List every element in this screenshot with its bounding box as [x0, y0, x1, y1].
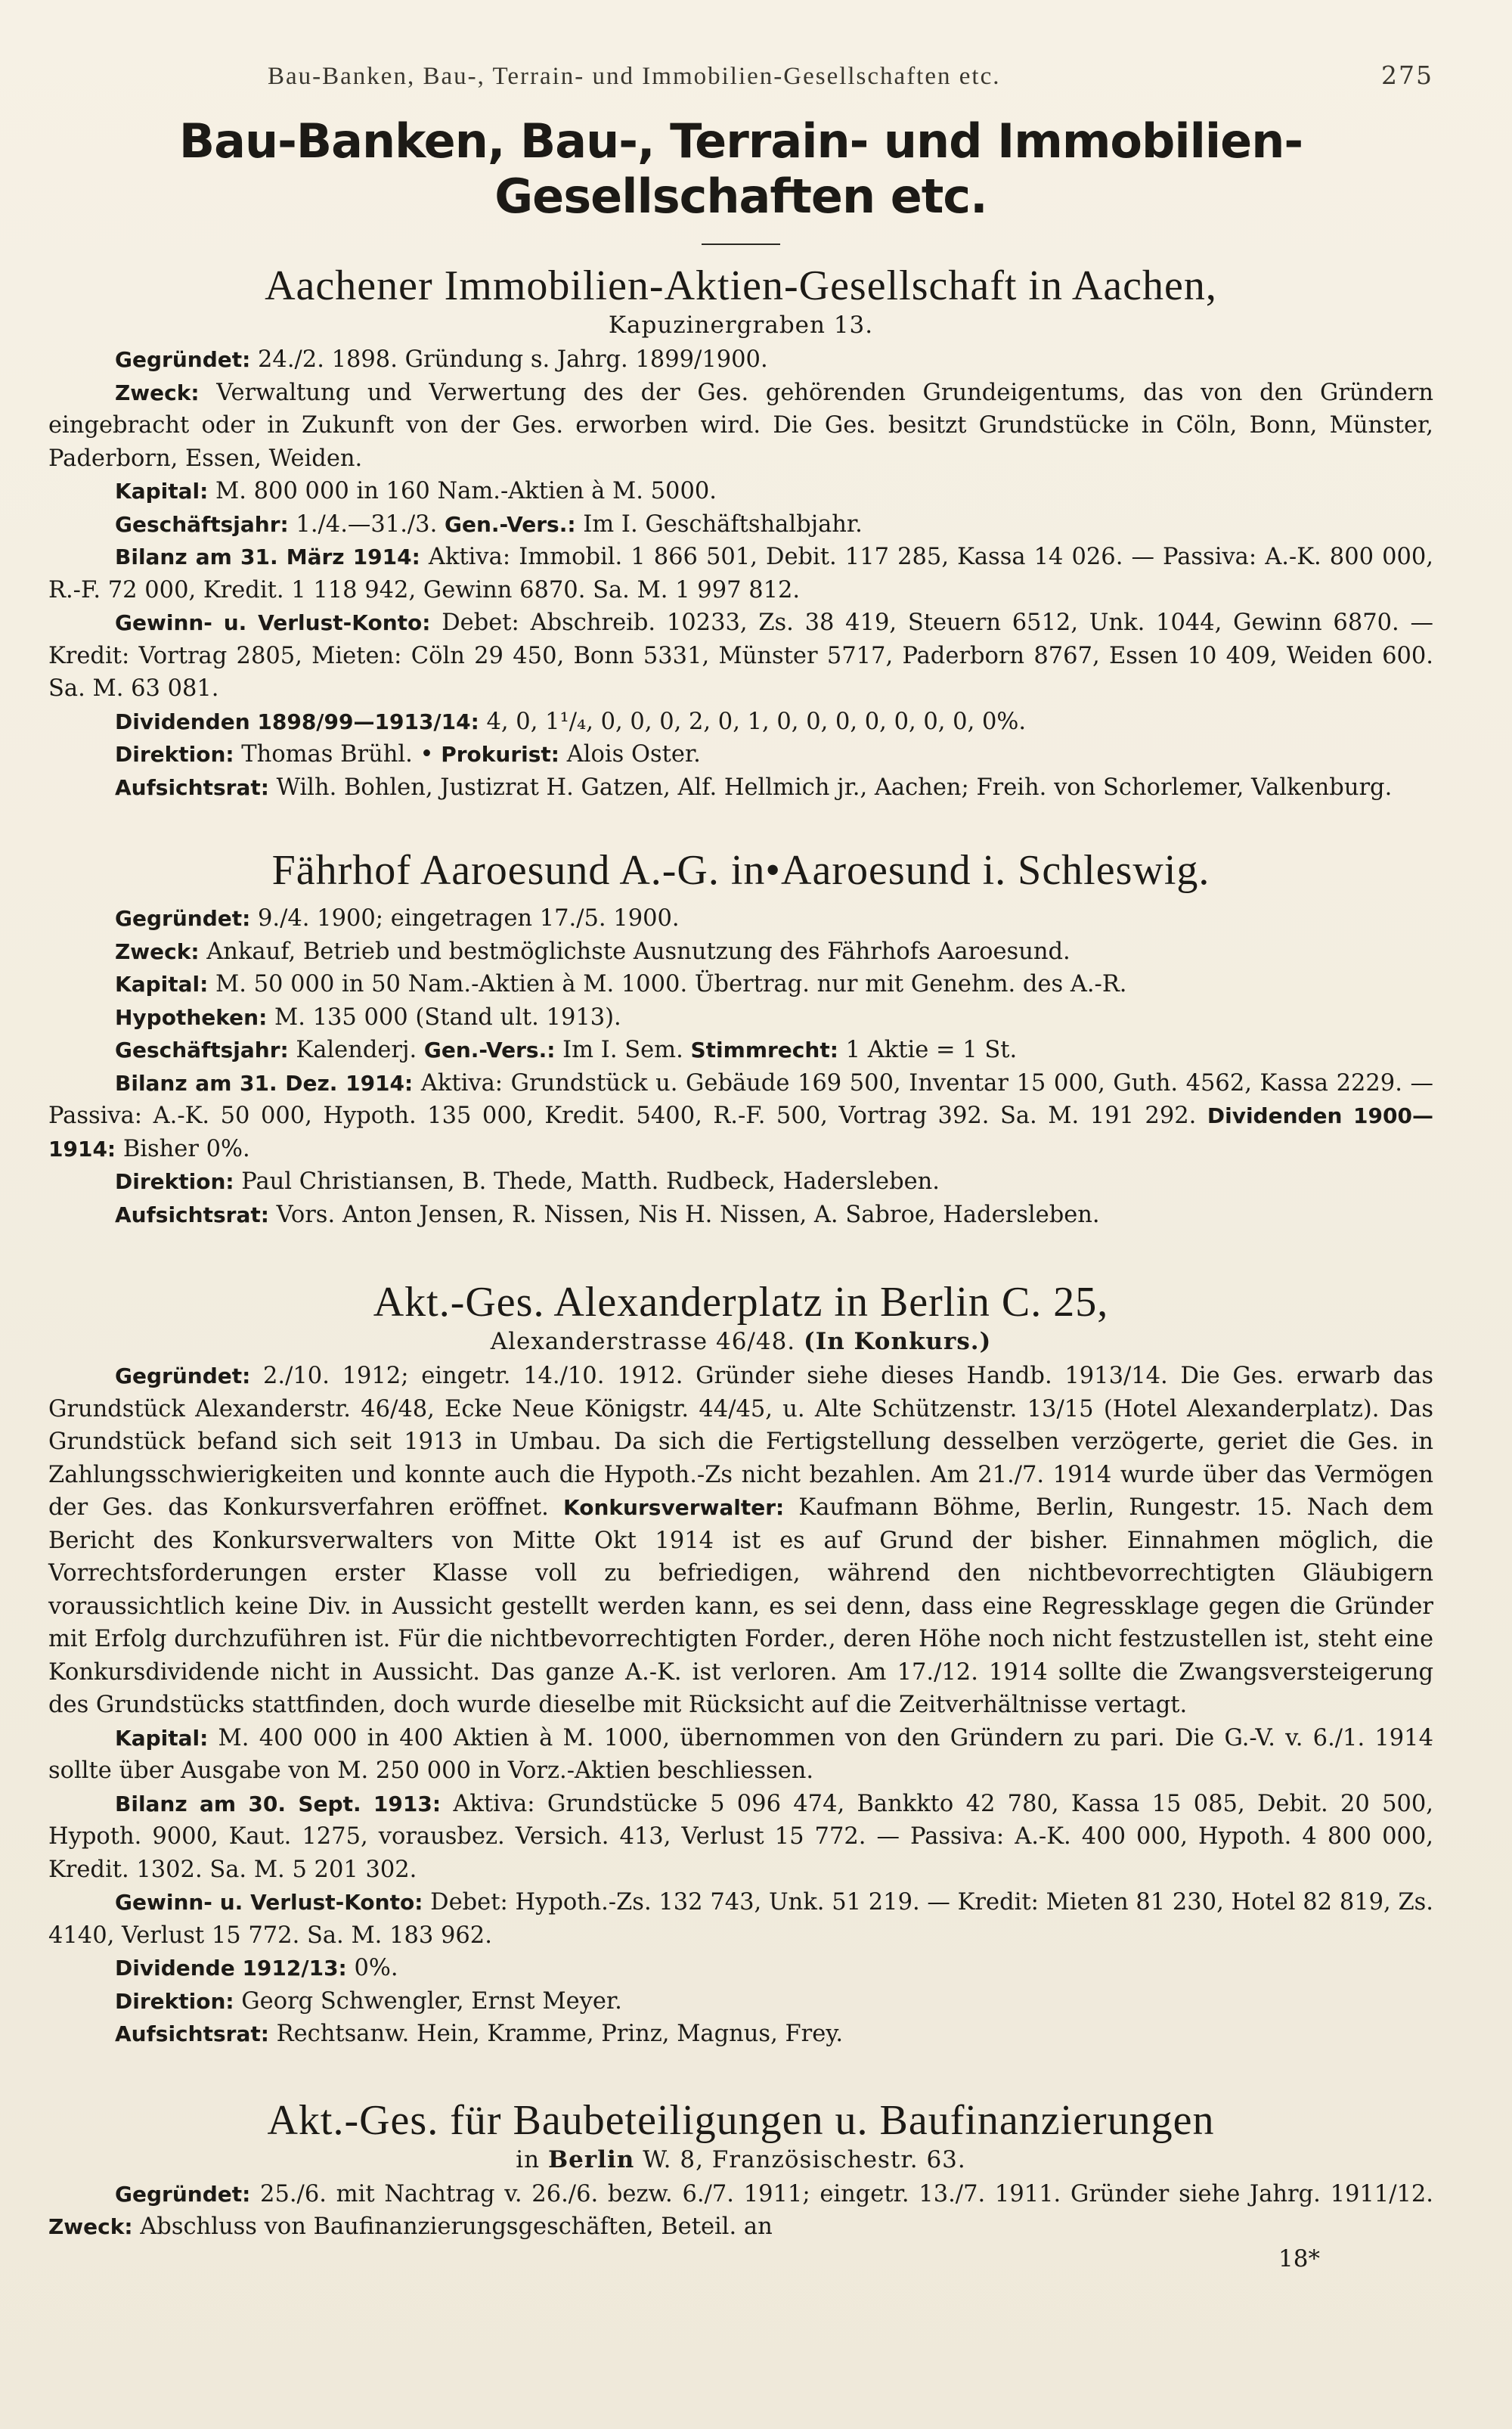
field-label: Dividenden 1900—1914:: [48, 1103, 1433, 1162]
company-entry: [48, 2096, 1433, 2272]
field-text: 2./10. 1912; eingetr. 14./10. 1912. Gründer siehe dieses Handb. 1913/14. Die Ges. erwarb das Grundstück Alexanderstr. 46/48, Ecke Neue Königstr. 44/45, u. Alte Schützenstr. 13/15 (Hotel Alexanderplatz). Das Grundstück befand sich seit 1913 in Umbau. Da sich die Fertigstellung desselben verzögerte, geriet die Ges. in Zahlungsschwierigkeiten und konnte auch die Hypoth.-Zs nicht bezahlen. Am 21./7. 1914 wurde über das Vermögen der Ges. das Konkursverfahren eröffnet.: [48, 1363, 1433, 1521]
field-text: M. 400 000 in 400 Aktien à M. 1000, übernommen von den Gründern zu pari. Die G.-V. v. 6./1. 1914 sollte über Ausgabe von M. 250 000 in Vorz.-Aktien beschliessen.: [48, 1724, 1433, 1784]
company-name: Aachener Immobilien-Aktien-Gesellschaft in Aachen,: [265, 262, 1217, 309]
field-text: Kalenderj.: [288, 1037, 424, 1063]
field-text: Abschluss von Baufinanzierungsgeschäften, Beteil. an: [132, 2213, 773, 2240]
field-text: Aktiva: Immobil. 1 866 501, Debit. 117 285, Kassa 14 026. — Passiva: A.-K. 800 000, R.-F. 72 000, Kredit. 1 118 942, Gewinn 6870. Sa. M. 1 997 812.: [48, 544, 1433, 603]
title-divider: [702, 244, 780, 245]
field-text: 1./4.—31./3.: [288, 510, 445, 538]
field-text: Georg Schwengler, Ernst Meyer.: [234, 1987, 622, 2015]
field-label: Bilanz am 30. Sept. 1913:: [115, 1791, 442, 1816]
field-text: Im I. Sem.: [555, 1037, 691, 1063]
running-title: Bau-Banken, Bau-, Terrain- und Immobilien-Gesellschaften etc.: [268, 63, 1001, 90]
section-title: Bau-Banken, Bau-, Terrain- und Immobilien-Gesellschaften etc.: [178, 113, 1303, 224]
field-text: M. 800 000 in 160 Nam.-Aktien à M. 5000.: [208, 478, 717, 504]
field-label: Direktion:: [115, 1988, 234, 2014]
field-label: Gegründet:: [115, 1363, 251, 1388]
company-entry: [48, 1278, 1433, 2051]
field-text: Rechtsanw. Hein, Kramme, Prinz, Magnus, Frey.: [268, 2021, 844, 2047]
field-text: 25./6. mit Nachtrag v. 26./6. bezw. 6./7. 1911; eingetr. 13./7. 1911. Gründer siehe Jahrg. 1911/12.: [250, 2180, 1433, 2207]
field-text: Aktiva: Grundstücke 5 096 474, Bankkto 42 780, Kassa 15 085, Debit. 20 500, Hypoth. 9000, Kaut. 1275, vorausbez. Versich. 413, Verlust 15 772. — Passiva: A.-K. 400 000, Hypoth. 4 800 000, Kredit. 1302. Sa. M. 5 201 302.: [48, 1790, 1433, 1883]
address-prefix: in: [516, 2145, 548, 2173]
field-label: Gegründet:: [115, 347, 251, 372]
field-text: Paul Christiansen, B. Thede, Matth. Rudbeck, Hadersleben.: [234, 1168, 940, 1195]
field-label: Aufsichtsrat:: [115, 1202, 269, 1227]
field-text: M. 135 000 (Stand ult. 1913).: [267, 1004, 621, 1031]
field-label: Zweck:: [115, 938, 200, 964]
field-text: 24./2. 1898. Gründung s. Jahrg. 1899/1900.: [250, 346, 768, 373]
address-city: Berlin: [547, 2145, 635, 2173]
field-text: M. 50 000 in 50 Nam.-Aktien à M. 1000. Übertrag. nur mit Genehm. des A.-R.: [208, 971, 1127, 997]
company-address: [48, 1328, 1433, 1355]
field-label: Dividende 1912/13:: [115, 1956, 347, 1981]
company-address-text: Alexanderstrasse 46/48.: [490, 1328, 796, 1355]
field-label: Kapital:: [115, 972, 209, 997]
field-label: Konkursverwalter:: [563, 1495, 785, 1520]
running-header: [48, 60, 1433, 91]
company-status-note: (In Konkurs.): [804, 1328, 992, 1355]
field-text: Bisher 0%.: [116, 1135, 250, 1162]
field-text: Kaufmann Böhme, Berlin, Rungestr. 15. Nach dem Bericht des Konkursverwalters von Mitte Okt 1914 ist es auf Grund der bisher. Einnahmen möglich, die Vorrechtsforderungen erster Klasse voll zu befriedigen, während den nichtbevorrechtigten Gläubigern voraussichtlich keine Div. in Aussicht gestellt werden kann, es sei denn, dass eine Regressklage gegen die Gründer mit Erfolg durchzuführen ist. Für die nichtbevorrechtigten Forder., deren Höhe noch nicht festzustellen ist, steht eine Konkursdividende nicht in Aussicht. Das ganze A.-K. ist verloren. Am 17./12. 1914 sollte die Zwangsversteigerung des Grundstücks stattfinden, doch wurde dieselbe mit Rücksicht auf die Zeitverhältnisse vertagt.: [48, 1494, 1434, 1718]
field-text: Debet: Hypoth.-Zs. 132 743, Unk. 51 219. — Kredit: Mieten 81 230, Hotel 82 819, Zs. 4140, Verlust 15 772. Sa. M. 183 962.: [48, 1889, 1433, 1949]
field-label: Gegründet:: [115, 906, 251, 931]
field-label: Direktion:: [115, 742, 234, 767]
field-text: Verwaltung und Verwertung des der Ges. gehörenden Grundeigentums, das von den Gründern eingebracht oder in Zukunft von der Ges. erworben wird. Die Ges. besitzt Grundstücke in Cöln, Bonn, Münster, Paderborn, Essen, Weiden.: [48, 379, 1433, 472]
field-text: Ankauf, Betrieb und bestmöglichste Ausnutzung des Fährhofs Aaroesund.: [199, 938, 1070, 965]
field-text: Debet: Abschreib. 10233, Zs. 38 419, Steuern 6512, Unk. 1044, Gewinn 6870. — Kredit: Vortrag 2805, Mieten: Cöln 29 450, Bonn 5331, Münster 5717, Paderborn 8767, Essen 10 409, Weiden 600. Sa. M. 63 081.: [48, 610, 1434, 702]
field-label: Geschäftsjahr:: [115, 1038, 289, 1062]
field-label: Zweck:: [115, 380, 200, 405]
field-text: Im I. Geschäftshalbjahr.: [575, 510, 863, 538]
page-number: 275: [1381, 60, 1433, 90]
field-label: Gewinn- u. Verlust-Konto:: [115, 610, 431, 635]
field-text: 9./4. 1900; eingetragen 17./5. 1900.: [250, 905, 680, 932]
field-label: Bilanz am 31. Dez. 1914:: [115, 1070, 414, 1096]
field-label: Direktion:: [115, 1169, 234, 1194]
signature-mark: 18*: [1278, 2244, 1320, 2272]
field-text: Alois Oster.: [559, 741, 701, 768]
field-label: Gewinn- u. Verlust-Konto:: [115, 1890, 423, 1915]
field-text: 0%.: [346, 1955, 398, 1981]
field-label: Hypotheken:: [115, 1004, 268, 1030]
field-label: Aufsichtsrat:: [115, 774, 269, 800]
field-text: Vors. Anton Jensen, R. Nissen, Nis H. Nissen, A. Sabroe, Hadersleben.: [268, 1201, 1100, 1228]
field-text: Aktiva: Grundstück u. Gebäude 169 500, Inventar 15 000, Guth. 4562, Kassa 2229. — Passiva: A.-K. 50 000, Hypoth. 135 000, Kredit. 5400, R.-F. 500, Vortrag 392. Sa. M. 191 292.: [48, 1069, 1433, 1129]
field-label: Kapital:: [115, 1725, 209, 1751]
field-text: Thomas Brühl. •: [234, 741, 442, 768]
field-text: 1 Aktie = 1 St.: [838, 1037, 1018, 1063]
company-name: Fährhof Aaroesund A.-G. in•Aaroesund i. Schleswig.: [271, 847, 1210, 894]
field-label: Gen.-Vers.:: [444, 511, 576, 537]
field-label: Stimmrecht:: [690, 1038, 838, 1062]
field-text: Wilh. Bohlen, Justizrat H. Gatzen, Alf. Hellmich jr., Aachen; Freih. von Schorlemer, Valkenburg.: [268, 774, 1393, 801]
company-address: Kapuzinergraben 13.: [608, 312, 874, 339]
field-label: Gen.-Vers.:: [423, 1038, 556, 1062]
company-entry: [48, 262, 1433, 804]
field-label: Prokurist:: [441, 742, 559, 767]
address-street: W. 8, Französischestr. 63.: [634, 2145, 966, 2173]
field-label: Aufsichtsrat:: [115, 2021, 269, 2046]
field-label: Bilanz am 31. März 1914:: [115, 544, 420, 569]
field-text: 4, 0, 1¹/₄, 0, 0, 0, 2, 0, 1, 0, 0, 0, 0, 0, 0, 0, 0%.: [479, 708, 1027, 735]
field-label: Gegründet:: [115, 2181, 251, 2207]
field-label: Kapital:: [115, 479, 209, 504]
company-address: [48, 2146, 1433, 2173]
company-name: Akt.-Ges. für Baubeteiligungen u. Baufinanzierungen: [267, 2096, 1215, 2144]
company-entry: [48, 846, 1433, 1231]
field-label: Geschäftsjahr:: [115, 511, 289, 537]
field-label: Zweck:: [48, 2214, 133, 2239]
field-label: Dividenden 1898/99—1913/14:: [115, 709, 479, 734]
company-name: Akt.-Ges. Alexanderplatz in Berlin C. 25,: [373, 1279, 1109, 1326]
